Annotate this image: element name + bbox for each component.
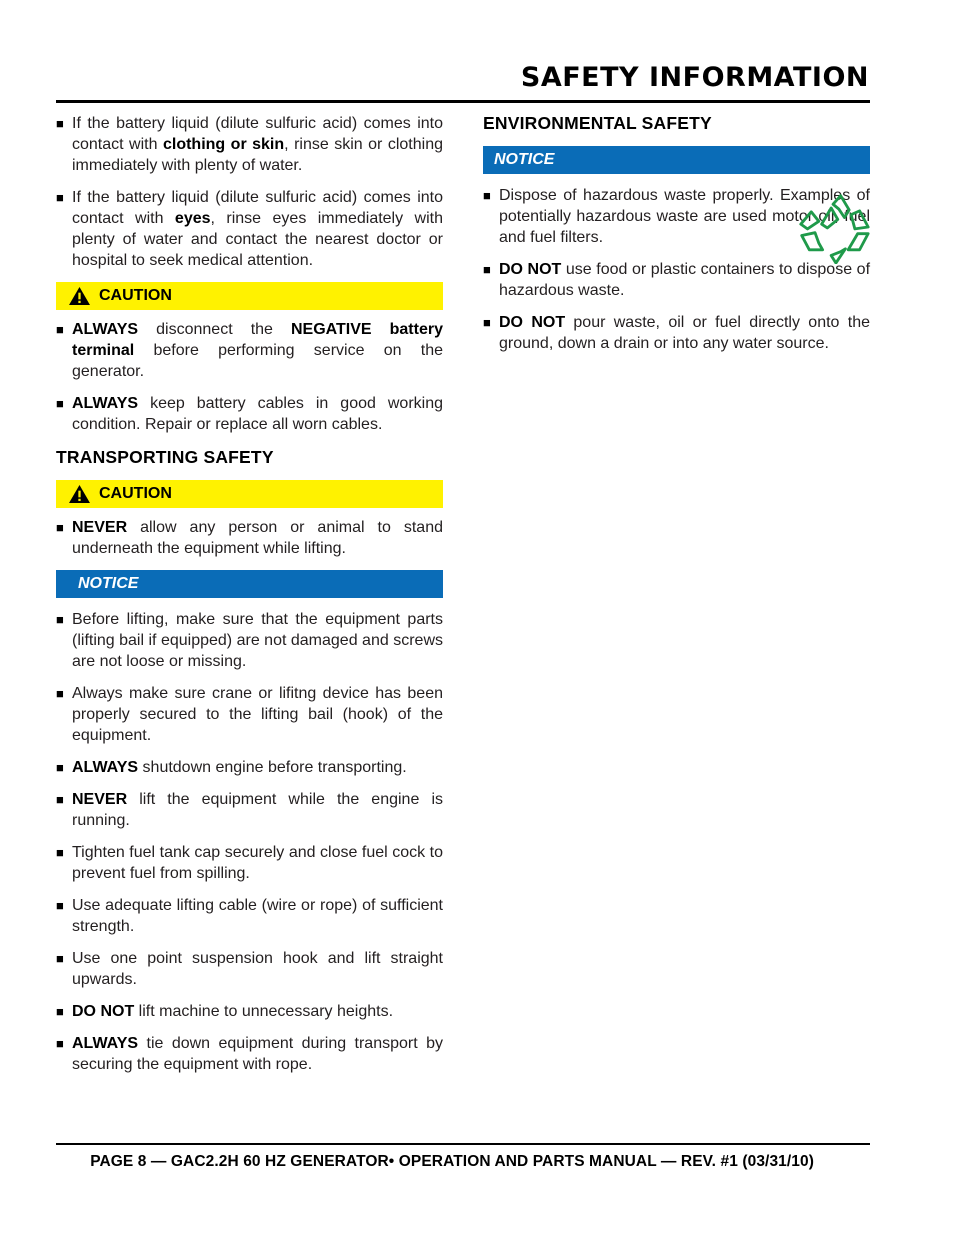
footer-rule — [56, 1143, 870, 1145]
bold-text: NEVER — [72, 519, 128, 536]
bullet-text — [499, 259, 870, 301]
environmental-notice-banner — [483, 146, 870, 174]
bold-text: DO NOT — [72, 1003, 135, 1020]
square-bullet-icon: ■ — [483, 188, 491, 203]
bold-text: eyes — [174, 210, 211, 227]
text: before performing service on the generator. — [72, 342, 443, 380]
transport-notice-list — [56, 609, 443, 1075]
text: Before lifting, make sure that the equipment parts (lifting bail if equipped) are not damaged and screws are not loose or missing. — [72, 611, 443, 670]
text: pour waste, oil or fuel directly onto the ground, down a drain or into any water source. — [499, 314, 871, 352]
bullet-item — [56, 789, 443, 831]
text: Dispose of hazardous waste properly. Examples of potentially hazardous waste are used motor oil, fuel and fuel filters. — [499, 187, 870, 246]
square-bullet-icon: ■ — [56, 760, 64, 775]
bullet-text — [72, 1033, 443, 1075]
text: , rinse eyes immediately with plenty of water and contact the nearest doctor or hospital to seek medical attention. — [72, 210, 443, 269]
bold-text: DO NOT — [499, 261, 562, 278]
bold-text: clothing or skin — [162, 136, 285, 153]
bullet-text — [72, 842, 443, 884]
bold-text: DO NOT — [499, 314, 566, 331]
bullet-text — [72, 319, 443, 382]
text: tie down equipment during transport by securing the equipment with rope. — [72, 1035, 443, 1073]
bold-text: ALWAYS — [72, 1035, 139, 1052]
bullet-item — [56, 948, 443, 990]
caution-label: CAUTION — [99, 287, 172, 304]
bold-text: ALWAYS — [72, 759, 139, 776]
notice-label: NOTICE — [78, 575, 139, 592]
text: Tighten fuel tank cap securely and close fuel cock to prevent fuel from spilling. — [72, 844, 443, 882]
transport-caution-list — [56, 517, 443, 559]
page-footer: PAGE 8 — GAC2.2H 60 HZ GENERATOR• OPERATION AND PARTS MANUAL — REV. #1 (03/31/10) — [90, 1153, 814, 1170]
text: allow any person or animal to stand underneath the equipment while lifting. — [72, 519, 443, 557]
left-column — [56, 113, 443, 1086]
square-bullet-icon: ■ — [56, 792, 64, 807]
bold-text: ALWAYS — [72, 321, 139, 338]
bullet-item — [56, 757, 443, 778]
bullet-item — [56, 842, 443, 884]
header-rule — [56, 100, 870, 103]
square-bullet-icon: ■ — [56, 1004, 64, 1019]
bold-text: NEGATIVE battery terminal — [72, 321, 443, 359]
recycle-icon — [796, 190, 872, 264]
notice-banner — [56, 570, 443, 598]
warning-triangle-icon — [68, 484, 91, 504]
square-bullet-icon: ■ — [56, 322, 64, 337]
square-bullet-icon: ■ — [56, 612, 64, 627]
bullet-item — [483, 259, 870, 301]
bullet-item — [56, 517, 443, 559]
bullet-text — [72, 757, 443, 778]
text: keep battery cables in good working condition. Repair or replace all worn cables. — [72, 395, 443, 433]
bullet-item — [56, 1001, 443, 1022]
square-bullet-icon: ■ — [56, 1036, 64, 1051]
square-bullet-icon: ■ — [56, 190, 64, 205]
bullet-item — [56, 683, 443, 746]
bullet-item — [483, 312, 870, 354]
square-bullet-icon: ■ — [56, 951, 64, 966]
bullet-item — [56, 895, 443, 937]
bullet-text — [72, 895, 443, 937]
bullet-item — [56, 609, 443, 672]
battery-bullet-list — [56, 113, 443, 271]
text: If the battery liquid (dilute sulfuric acid) comes into contact with — [72, 115, 443, 153]
environmental-safety-heading: ENVIRONMENTAL SAFETY — [483, 113, 712, 133]
page-title: SAFETY INFORMATION — [520, 62, 869, 93]
text: lift the equipment while the engine is running. — [72, 791, 443, 829]
bullet-item — [56, 319, 443, 382]
text: use food or plastic containers to dispose of hazardous waste. — [499, 261, 871, 299]
warning-triangle-icon — [68, 286, 91, 306]
square-bullet-icon: ■ — [483, 315, 491, 330]
bullet-item — [56, 187, 443, 271]
square-bullet-icon: ■ — [56, 116, 64, 131]
battery-caution-list — [56, 319, 443, 435]
square-bullet-icon: ■ — [56, 686, 64, 701]
transport-caution-banner — [56, 480, 443, 508]
text: disconnect the — [138, 321, 291, 338]
bold-text: ALWAYS — [72, 395, 139, 412]
caution-label: CAUTION — [99, 485, 172, 502]
text: shutdown engine before transporting. — [138, 759, 407, 776]
bullet-text — [72, 393, 443, 435]
bullet-text — [72, 789, 443, 831]
bullet-item — [56, 393, 443, 435]
text: Use adequate lifting cable (wire or rope) of sufficient strength. — [72, 897, 443, 935]
square-bullet-icon: ■ — [56, 898, 64, 913]
text: Use one point suspension hook and lift straight upwards. — [72, 950, 443, 988]
bullet-item — [56, 113, 443, 176]
square-bullet-icon: ■ — [56, 520, 64, 535]
bullet-text — [72, 517, 443, 559]
bullet-text — [72, 187, 443, 271]
bullet-text — [72, 113, 443, 176]
bullet-text — [72, 683, 443, 746]
bullet-text — [499, 312, 870, 354]
notice-label: NOTICE — [494, 151, 555, 168]
square-bullet-icon: ■ — [56, 845, 64, 860]
bold-text: NEVER — [72, 791, 128, 808]
caution-banner — [56, 282, 443, 310]
bullet-text — [72, 609, 443, 672]
text: Always make sure crane or lifitng device has been properly secured to the lifting bail (hook) of the equipment. — [72, 685, 443, 744]
bullet-text — [72, 948, 443, 990]
square-bullet-icon: ■ — [56, 396, 64, 411]
text: , rinse skin or clothing immediately with plenty of water. — [72, 136, 443, 174]
text: If the battery liquid (dilute sulfuric acid) comes into contact with — [72, 189, 443, 227]
square-bullet-icon: ■ — [483, 262, 491, 277]
bullet-item — [56, 1033, 443, 1075]
transporting-safety-heading: TRANSPORTING SAFETY — [56, 447, 274, 467]
bullet-text — [72, 1001, 443, 1022]
text: lift machine to unnecessary heights. — [134, 1003, 394, 1020]
